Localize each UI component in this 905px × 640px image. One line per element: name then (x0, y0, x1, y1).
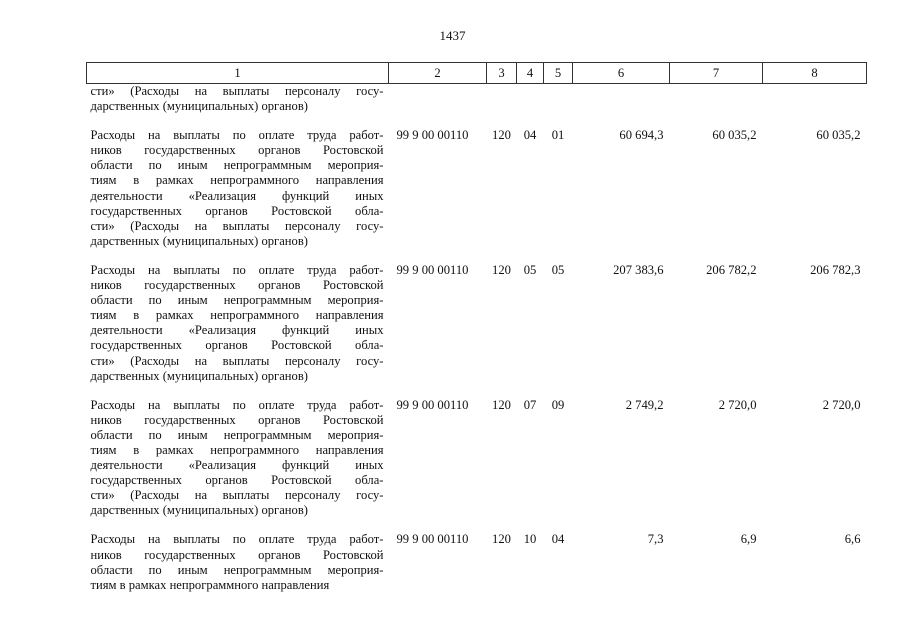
description-cell (87, 398, 389, 519)
description-line: дарственных (муниципальных) органов) (90, 503, 308, 518)
description-line: области по иным непрограммным мероприя- (90, 293, 384, 308)
description-line: Расходы на выплаты по оплате труда работ- (90, 532, 384, 547)
description-line: деятельности «Реализация функций иных (90, 188, 384, 203)
budget-table (86, 62, 867, 593)
page-number: 1437 (439, 28, 466, 43)
amount-col8-cell: 6,6 (844, 532, 861, 547)
description-line: тиям в рамках непрограммного направления (90, 577, 330, 592)
description-line: государственных органов Ростовской обла- (90, 473, 384, 488)
section-cell: 04 (523, 128, 537, 143)
section-cell: 10 (523, 532, 537, 547)
table-row (87, 84, 867, 115)
description-line: деятельности «Реализация функций иных (90, 323, 384, 338)
subsection-cell: 09 (551, 397, 565, 412)
target-code-cell: 99 9 00 00110 (396, 397, 469, 412)
column-header-3: 3 (487, 63, 517, 84)
description-line: Расходы на выплаты по оплате труда работ- (90, 262, 384, 277)
row-spacer (87, 384, 867, 398)
amount-col7-cell: 6,9 (740, 532, 757, 547)
row-spacer (87, 518, 867, 532)
description-line: Расходы на выплаты по оплате труда работ- (90, 397, 384, 412)
amount-col7-cell: 60 035,2 (712, 128, 757, 143)
description-line: дарственных (муниципальных) органов) (90, 368, 308, 383)
amount-col6-cell: 7,3 (647, 532, 664, 547)
subsection-cell: 04 (551, 532, 565, 547)
description-line: тиям в рамках непрограммного направления (90, 173, 384, 188)
description-line: государственных органов Ростовской обла- (90, 338, 384, 353)
amount-col8-cell: 206 782,3 (810, 262, 861, 277)
table-header-row (87, 63, 867, 84)
subsection-cell: 01 (551, 128, 565, 143)
column-header-7: 7 (670, 63, 763, 84)
amount-col7-cell: 2 720,0 (718, 397, 757, 412)
description-cell (87, 263, 389, 384)
row-spacer (87, 249, 867, 263)
description-line: ников государственных органов Ростовской (90, 278, 384, 293)
description-line: области по иным непрограммным мероприя- (90, 427, 384, 442)
description-line: Расходы на выплаты по оплате труда работ- (90, 128, 384, 143)
column-header-1: 1 (87, 63, 389, 84)
expense-type-cell: 120 (492, 128, 511, 143)
target-code-cell (389, 84, 487, 115)
spacer-cell (87, 384, 867, 398)
description-line: государственных органов Ростовской обла- (90, 203, 384, 218)
section-cell: 07 (523, 397, 537, 412)
amount-col6-cell: 2 749,2 (625, 397, 664, 412)
table-row (87, 532, 867, 592)
row-spacer (87, 114, 867, 128)
table-row (87, 128, 867, 249)
description-line: тиям в рамках непрограммного направления (90, 442, 384, 457)
description-line: тиям в рамках непрограммного направления (90, 308, 384, 323)
table-body (87, 84, 867, 593)
expense-type-cell: 120 (492, 397, 511, 412)
description-cell (87, 128, 389, 249)
description-line: ников государственных органов Ростовской (90, 412, 384, 427)
amount-col8-cell (763, 84, 867, 115)
amount-col6-cell: 207 383,6 (613, 262, 664, 277)
description-cell (87, 84, 389, 115)
table-row (87, 263, 867, 384)
target-code-cell: 99 9 00 00110 (396, 262, 469, 277)
spacer-cell (87, 518, 867, 532)
description-line: сти» (Расходы на выплаты персоналу госу- (90, 353, 384, 368)
description-line: ников государственных органов Ростовской (90, 143, 384, 158)
description-line: сти» (Расходы на выплаты персоналу госу- (90, 84, 384, 98)
column-header-2: 2 (389, 63, 487, 84)
amount-col8-cell: 2 720,0 (822, 397, 861, 412)
table-row (87, 398, 867, 519)
description-line: дарственных (муниципальных) органов) (90, 233, 308, 248)
expense-type-cell: 120 (492, 532, 511, 547)
spacer-cell (87, 249, 867, 263)
amount-col7-cell: 206 782,2 (706, 262, 757, 277)
target-code-cell: 99 9 00 00110 (396, 532, 469, 547)
column-header-8: 8 (763, 63, 867, 84)
description-line: дарственных (муниципальных) органов) (90, 99, 308, 114)
spacer-cell (87, 114, 867, 128)
subsection-cell: 05 (551, 262, 565, 277)
expense-type-cell (487, 84, 517, 115)
description-line: ников государственных органов Ростовской (90, 547, 384, 562)
expense-type-cell: 120 (492, 262, 511, 277)
description-line: области по иным непрограммным мероприя- (90, 158, 384, 173)
column-header-6: 6 (573, 63, 670, 84)
section-cell: 05 (523, 262, 537, 277)
amount-col6-cell (573, 84, 670, 115)
description-cell (87, 532, 389, 592)
description-line: сти» (Расходы на выплаты персоналу госу- (90, 218, 384, 233)
description-line: деятельности «Реализация функций иных (90, 458, 384, 473)
column-header-5: 5 (544, 63, 573, 84)
target-code-cell: 99 9 00 00110 (396, 128, 469, 143)
amount-col8-cell: 60 035,2 (816, 128, 861, 143)
section-cell (517, 84, 544, 115)
description-line: области по иным непрограммным мероприя- (90, 562, 384, 577)
amount-col7-cell (670, 84, 763, 115)
column-header-4: 4 (517, 63, 544, 84)
amount-col6-cell: 60 694,3 (619, 128, 664, 143)
description-line: сти» (Расходы на выплаты персоналу госу- (90, 488, 384, 503)
subsection-cell (544, 84, 573, 115)
